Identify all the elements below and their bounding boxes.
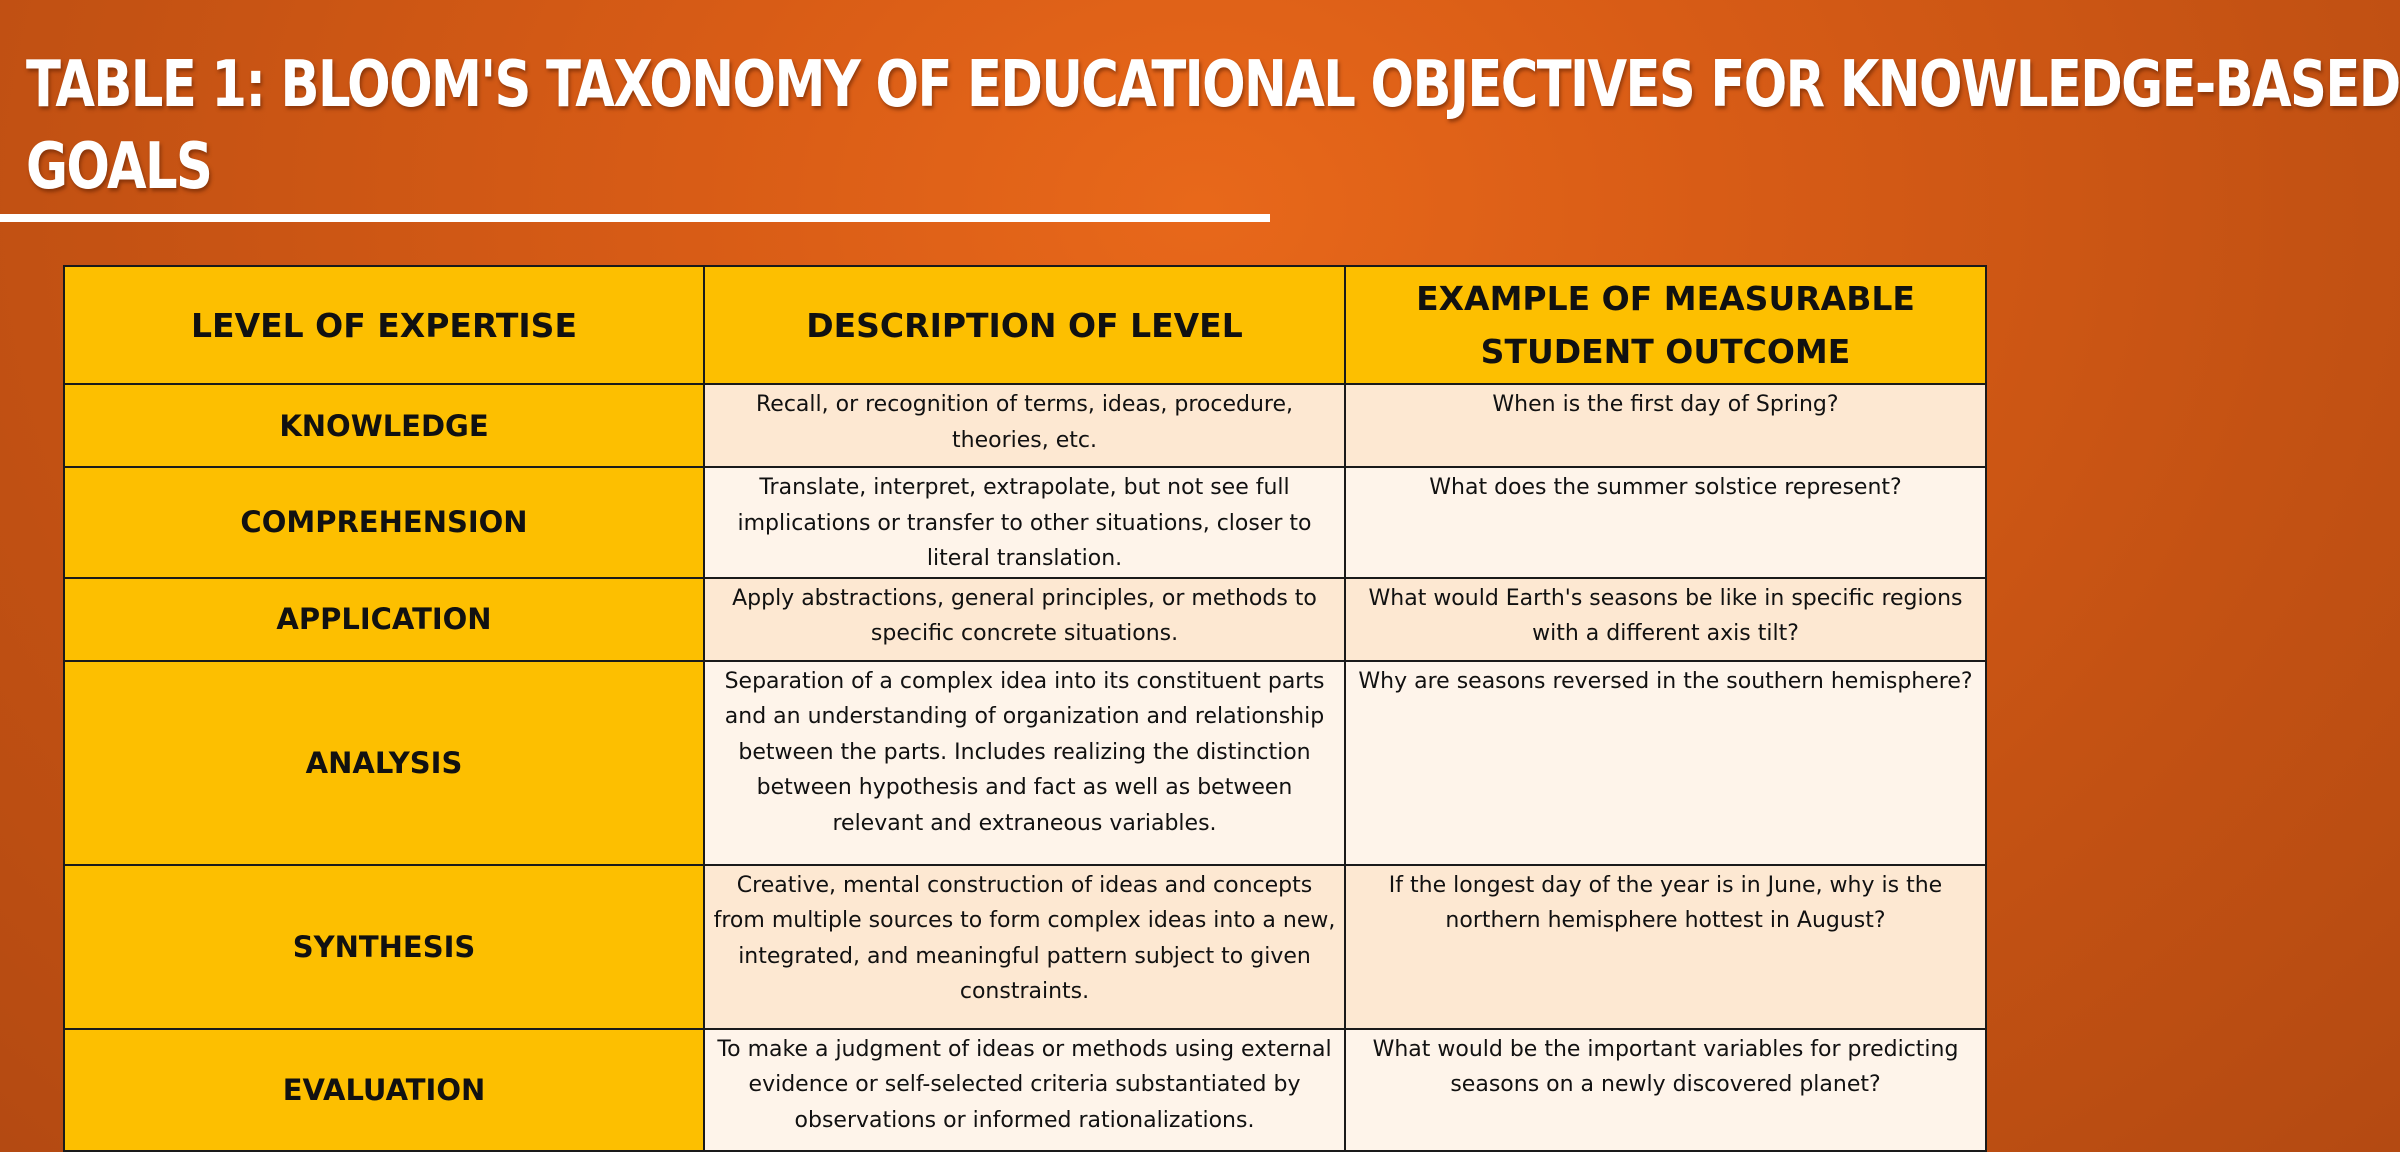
header-example-line-1: EXAMPLE OF MEASURABLE (1416, 279, 1915, 318)
table-header-row (64, 266, 1986, 384)
description-cell: Creative, mental construction of ideas and concepts from multiple sources to form complex ideas into a new, integrated, and meaningful pattern subject to given constraints. (704, 865, 1345, 1029)
example-cell: Why are seasons reversed in the southern hemisphere? (1345, 661, 1986, 865)
level-cell: APPLICATION (64, 578, 704, 661)
example-cell: What would be the important variables for predicting seasons on a newly discovered planet? (1345, 1029, 1986, 1151)
level-cell: KNOWLEDGE (64, 384, 704, 467)
table-row (64, 865, 1986, 1029)
description-cell: Recall, or recognition of terms, ideas, procedure, theories, etc. (704, 384, 1345, 467)
table-row (64, 661, 1986, 865)
description-cell: Translate, interpret, extrapolate, but not see full implications or transfer to other situations, closer to literal translation. (704, 467, 1345, 578)
level-cell: ANALYSIS (64, 661, 704, 865)
description-cell: To make a judgment of ideas or methods using external evidence or self-selected criteria substantiated by observations or informed rationalizations. (704, 1029, 1345, 1151)
table-row (64, 467, 1986, 578)
example-cell: What would Earth's seasons be like in specific regions with a different axis tilt? (1345, 578, 1986, 661)
description-cell: Separation of a complex idea into its constituent parts and an understanding of organization and relationship between the parts. Includes realizing the distinction between hypothesis and fact as well as between relevant and extraneous variables. (704, 661, 1345, 865)
table-row (64, 384, 1986, 467)
header-level-of-expertise: LEVEL OF EXPERTISE (64, 266, 704, 384)
header-example-line-2: STUDENT OUTCOME (1480, 332, 1851, 371)
bloom-taxonomy-table (63, 265, 1987, 1152)
slide-title-line-1: TABLE 1: BLOOM'S TAXONOMY OF EDUCATIONAL OBJECTIVES FOR KNOWLEDGE-BASED (26, 48, 2400, 122)
example-cell: If the longest day of the year is in June, why is the northern hemisphere hottest in August? (1345, 865, 1986, 1029)
level-cell: EVALUATION (64, 1029, 704, 1151)
level-cell: COMPREHENSION (64, 467, 704, 578)
description-cell: Apply abstractions, general principles, or methods to specific concrete situations. (704, 578, 1345, 661)
header-example-outcome (1345, 266, 1986, 384)
table-row (64, 1029, 1986, 1151)
level-cell: SYNTHESIS (64, 865, 704, 1029)
example-cell: What does the summer solstice represent? (1345, 467, 1986, 578)
title-underline (0, 214, 1270, 222)
header-description-of-level: DESCRIPTION OF LEVEL (704, 266, 1345, 384)
slide-title-line-2: GOALS (26, 130, 212, 204)
table-row (64, 578, 1986, 661)
slide-title (26, 44, 2400, 208)
example-cell: When is the first day of Spring? (1345, 384, 1986, 467)
